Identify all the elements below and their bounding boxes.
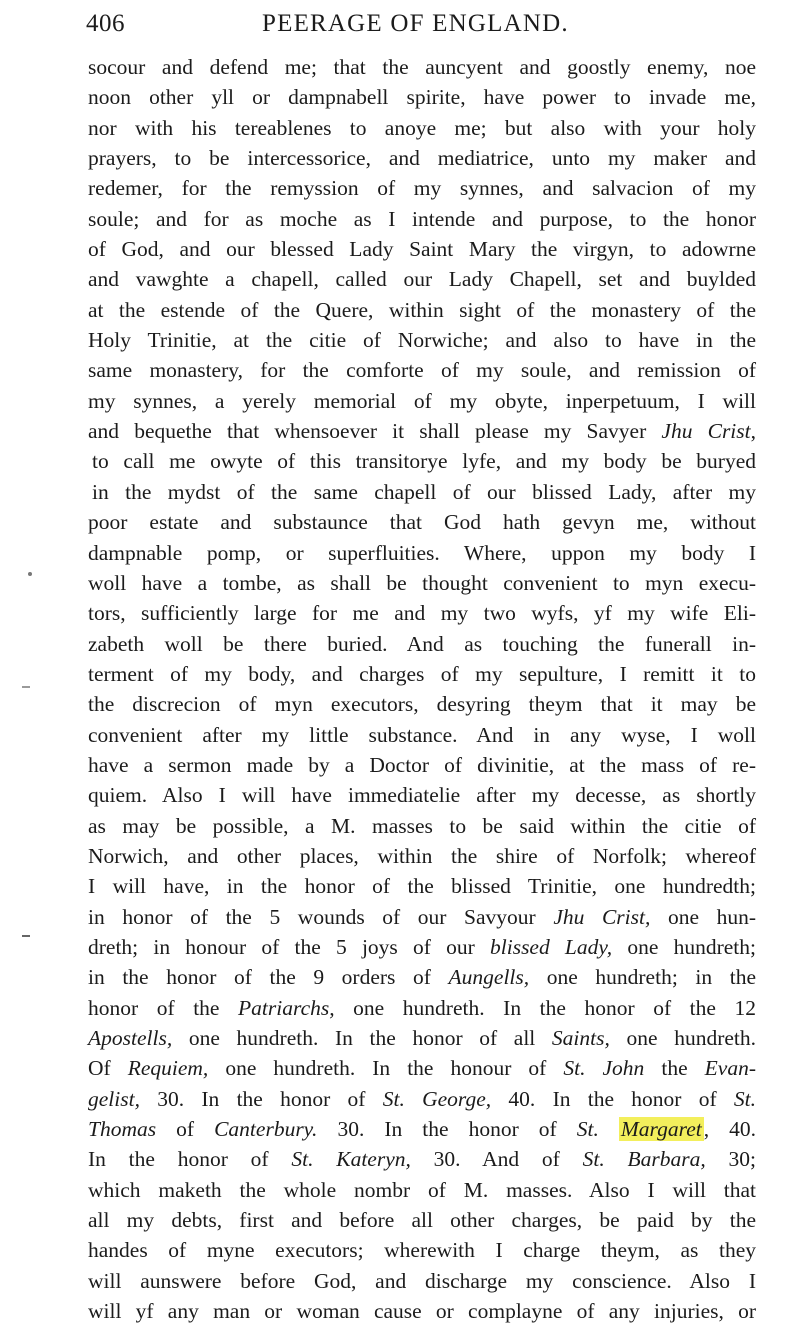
text-line: same monastery, for the comforte of my soule, and remission of: [88, 358, 756, 383]
text-run: one hundreth. In the honour of: [208, 1056, 564, 1081]
text-line: [88, 1053, 756, 1083]
italic-text: Apostells,: [88, 1026, 173, 1050]
italic-text: Jhu Crist: [661, 419, 751, 444]
text-line: woll have a tombe, as shall be thought convenient to myn execu-: [88, 570, 756, 595]
text-line: to call me owyte of this transitorye lyfe, and my body be buryed: [92, 449, 756, 474]
italic-text: Thomas: [88, 1117, 157, 1142]
text-line: which maketh the whole nombr of M. masses. Also I will that: [88, 1177, 756, 1202]
text-run: one hundreth.: [609, 1026, 756, 1050]
text-line: prayers, to be intercessorice, and mediatrice, unto my maker and: [88, 146, 756, 171]
italic-text: Patriarchs,: [238, 995, 335, 1020]
text-run: honor of the: [88, 995, 239, 1020]
text-line: [88, 416, 756, 446]
text-run: one hun-: [650, 904, 757, 929]
text-line: [88, 1114, 756, 1144]
italic-text: St. George,: [382, 1086, 492, 1111]
italic-text: Canterbury.: [214, 1117, 318, 1142]
text-run: 30. And of: [410, 1147, 583, 1172]
text-run: in honor of the 5 wounds of our Savyour: [88, 904, 554, 929]
page-number: 406: [86, 10, 125, 37]
text-run: 30. In the honor of: [317, 1117, 577, 1142]
text-line: will aunswere before God, and discharge my conscience. Also I: [88, 1268, 756, 1293]
margin-mark: [22, 686, 30, 688]
text-run: 40. In the honor of: [491, 1086, 734, 1111]
running-head: PEERAGE OF ENGLAND.: [262, 10, 569, 37]
italic-text: gelist,: [88, 1086, 140, 1111]
text-line: handes of myne executors; wherewith I charge theym, as they: [88, 1238, 756, 1263]
italic-text: St. Kateryn,: [291, 1147, 411, 1172]
text-line: poor estate and substaunce that God hath gevyn me, without: [88, 510, 756, 535]
text-run: the: [644, 1056, 705, 1081]
text-line: dampnable pomp, or superfluities. Where, uppon my body I: [88, 540, 756, 565]
text-line: nor with his tereablenes to anoye me; but also with your holy: [88, 115, 756, 140]
italic-text: St.: [576, 1117, 619, 1142]
text-run: one hundreth; in the: [529, 965, 756, 990]
italic-text: Evan-: [704, 1056, 756, 1081]
text-line: zabeth woll be there buried. And as touching the funerall in-: [88, 631, 756, 656]
italic-text: blissed Lady,: [490, 934, 613, 959]
text-line: my synnes, a yerely memorial of my obyte, inperpetuum, I will: [88, 388, 756, 413]
italic-text: Jhu Crist,: [553, 904, 651, 929]
text-line: Norwich, and other places, within the shire of Norfolk; whereof: [88, 843, 756, 868]
text-line: Holy Trinitie, at the citie of Norwiche; and also to have in the: [88, 328, 756, 353]
text-line: tors, sufficiently large for me and my two wyfs, yf my wife Eli-: [88, 601, 756, 626]
text-run: dreth; in honour of the 5 joys of our: [88, 934, 490, 959]
text-run: and bequethe that whensoever it shall please my Savyer: [88, 419, 662, 444]
text-line: as may be possible, a M. masses to be said within the citie of: [88, 813, 756, 838]
text-run: , 40.: [703, 1117, 757, 1142]
text-line: [88, 1144, 756, 1174]
text-line: I will have, in the honor of the blissed Trinitie, one hundredth;: [88, 874, 756, 899]
italic-text: Aungells,: [448, 965, 530, 990]
text-run: in the honor of the 9 orders of: [88, 965, 449, 990]
margin-dot: [28, 572, 32, 576]
text-line: have a sermon made by a Doctor of divinitie, at the mass of re-: [88, 752, 756, 777]
text-line: [88, 902, 756, 932]
italic-text: St.: [733, 1086, 757, 1111]
text-run: one hundreth. In the honor of all: [172, 1026, 552, 1050]
text-line: redemer, for the remyssion of my synnes, and salvacion of my: [88, 176, 756, 201]
text-line: noon other yll or dampnabell spirite, have power to invade me,: [88, 85, 756, 110]
highlighted-text: Margaret: [620, 1117, 702, 1142]
text-line: soule; and for as moche as I intende and purpose, to the honor: [88, 206, 756, 231]
text-line: [88, 1084, 756, 1114]
italic-text: St. Barbara,: [582, 1147, 706, 1172]
italic-text: Saints,: [551, 1026, 610, 1050]
text-run: of: [156, 1117, 215, 1142]
text-line: in the mydst of the same chapell of our blissed Lady, after my: [92, 479, 756, 504]
text-line: at the estende of the Quere, within sight of the monastery of the: [88, 297, 756, 322]
text-line: of God, and our blessed Lady Saint Mary the virgyn, to adowrne: [88, 237, 756, 262]
page-header: [86, 4, 756, 44]
text-run: In the honor of: [88, 1147, 292, 1172]
margin-mark: [22, 935, 30, 937]
text-line: all my debts, first and before all other charges, be paid by the: [88, 1208, 756, 1233]
text-line: the discrecion of myn executors, desyring theym that it may be: [88, 692, 756, 717]
text-run: one hundreth. In the honor of the 12: [334, 995, 756, 1020]
italic-text: St. John: [563, 1056, 645, 1081]
italic-text: Requiem,: [127, 1056, 209, 1081]
text-line: socour and defend me; that the auncyent and goostly enemy, noe: [88, 55, 756, 79]
text-line: [88, 1023, 756, 1053]
text-line: and vawghte a chapell, called our Lady Chapell, set and buylded: [88, 267, 756, 292]
text-line: will yf any man or woman cause or complayne of any injuries, or: [88, 1299, 756, 1324]
text-line: convenient after my little substance. And in any wyse, I woll: [88, 722, 756, 747]
text-line: quiem. Also I will have immediatelie after my decesse, as shortly: [88, 783, 756, 808]
text-line: terment of my body, and charges of my sepulture, I remitt it to: [88, 661, 756, 686]
body-text: [88, 52, 756, 1326]
text-run: ,: [750, 419, 756, 444]
text-line: [88, 962, 756, 992]
text-run: Of: [88, 1056, 128, 1081]
text-run: one hundreth;: [612, 934, 756, 959]
text-line: [88, 993, 756, 1023]
text-run: 30. In the honor of: [139, 1086, 383, 1111]
text-line: [88, 932, 756, 962]
text-run: 30;: [705, 1147, 757, 1172]
